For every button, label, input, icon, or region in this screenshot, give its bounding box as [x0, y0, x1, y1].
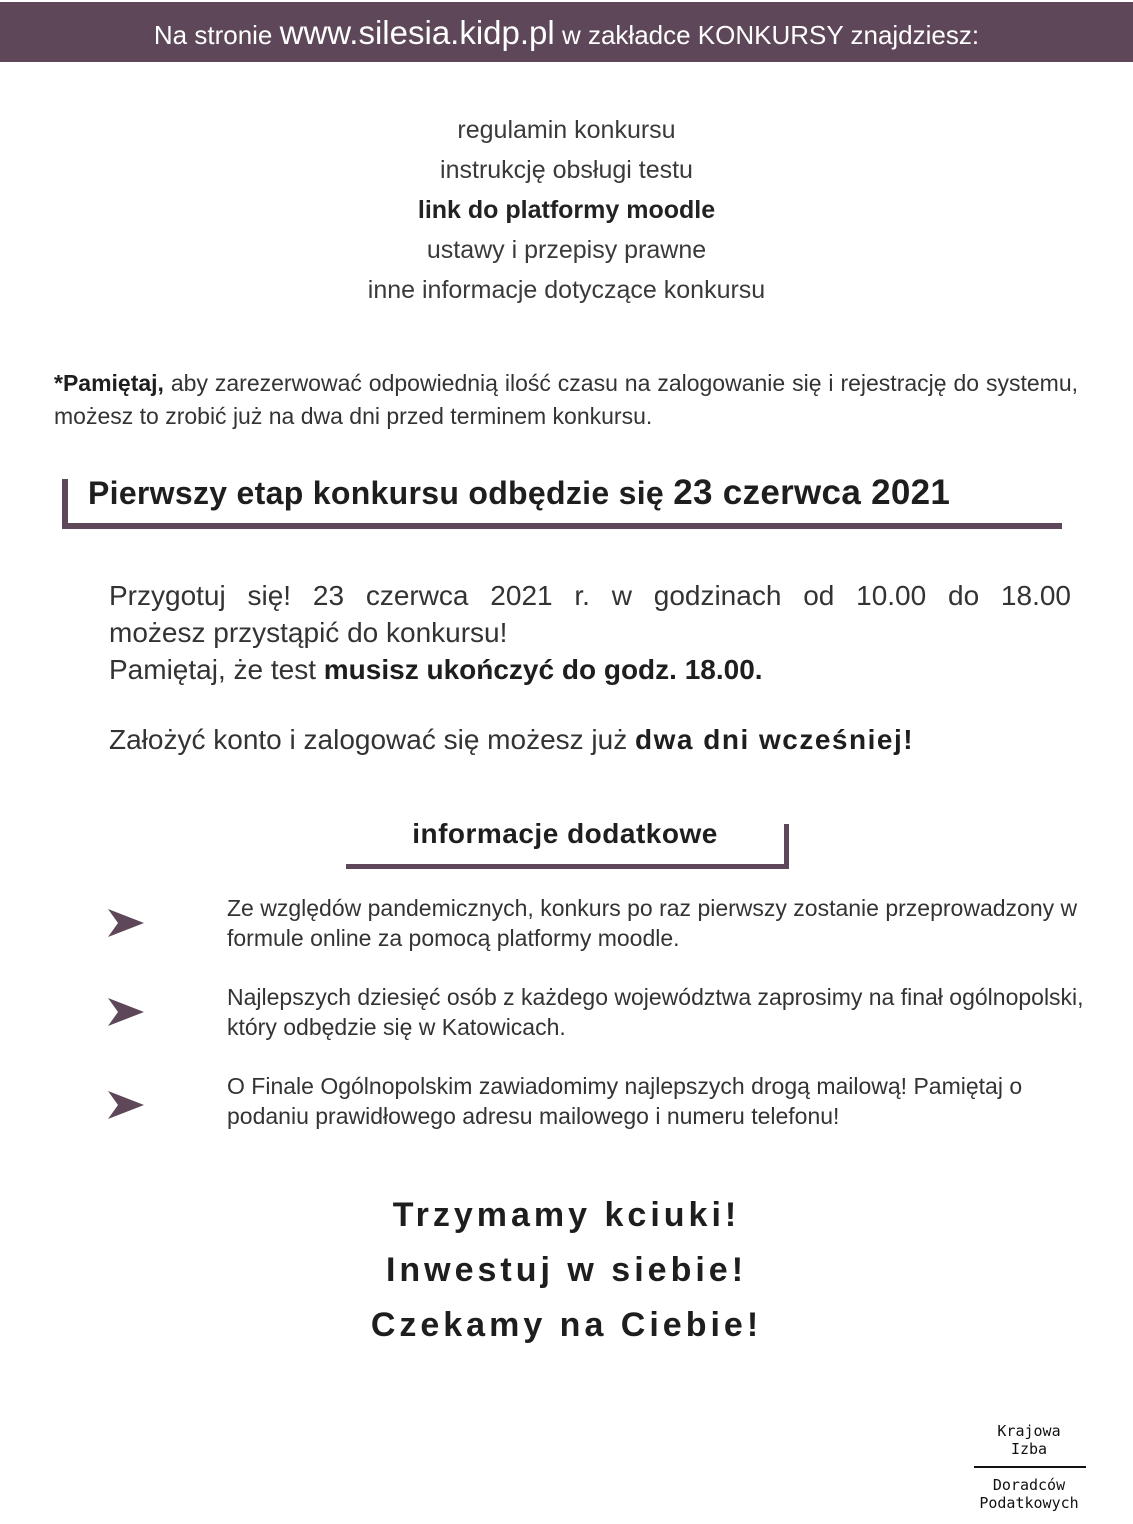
website-link[interactable]: www.silesia.kidp.pl [279, 14, 555, 51]
closing-line: Trzymamy kciuki! [392, 1196, 741, 1234]
logo-line: Izba [1010, 1440, 1048, 1458]
account-bold: dwa dni wcześniej! [635, 724, 915, 755]
logo-line: Doradców [992, 1476, 1066, 1494]
closing-line: Inwestuj w siebie! [385, 1251, 748, 1289]
account-note [109, 724, 914, 756]
banner-prefix: Na stronie [153, 20, 273, 50]
logo-line: Podatkowych [979, 1494, 1079, 1512]
reminder-lead: *Pamiętaj, [54, 370, 164, 396]
stage-heading [88, 473, 950, 513]
resource-item: regulamin konkursu [457, 116, 676, 144]
arrowhead-icon [106, 994, 146, 1030]
arrowhead-icon [106, 1087, 146, 1123]
account-plain: Założyć konto i zalogować się możesz już [109, 724, 628, 755]
logo-line: Krajowa [997, 1422, 1061, 1440]
prepare-section [109, 577, 1071, 688]
additional-heading-box [346, 818, 789, 869]
logo-divider [974, 1466, 1086, 1468]
prepare-line: Przygotuj się! 23 czerwca 2021 r. w godzinach od 10.00 do 18.00 [109, 580, 1071, 611]
resource-item: inne informacje dotyczące konkursu [367, 276, 766, 304]
kidp-logo [966, 1422, 1092, 1512]
resource-item: instrukcję obsługi testu [440, 156, 693, 184]
info-text: Najlepszych dziesięć osób z każdego województwa zaprosimy na finał ogólnopolski, który odbędzie się w Katowicach. [227, 984, 1084, 1040]
deadline-plain: Pamiętaj, że test [109, 654, 316, 685]
prepare-deadline [109, 651, 1071, 688]
info-item [106, 893, 1106, 963]
info-text: O Finale Ogólnopolskim zawiadomimy najlepszych drogą mailową! Pamiętaj o podaniu prawidłowego adresu mailowego i numeru telefonu! [227, 1073, 1023, 1129]
stage-heading-date: 23 czerwca 2021 [673, 473, 951, 512]
reminder-paragraph [54, 367, 1078, 433]
prepare-line: możesz przystąpić do konkursu! [109, 617, 508, 648]
stage-heading-box [62, 473, 1062, 529]
closing-line: Czekamy na Ciebie! [370, 1306, 763, 1344]
info-item [106, 982, 1106, 1052]
info-item [106, 1071, 1106, 1141]
moodle-link-item: link do platformy moodle [417, 196, 716, 224]
additional-heading: informacje dodatkowe [412, 818, 718, 849]
arrowhead-icon [106, 905, 146, 941]
info-text: Ze względów pandemicznych, konkurs po raz pierwszy zostanie przeprowadzony w formule online za pomocą platformy moodle. [227, 895, 1078, 951]
resource-item: ustawy i przepisy prawne [426, 236, 707, 264]
banner-suffix: w zakładce KONKURSY znajdziesz: [561, 20, 980, 50]
reminder-text: aby zarezerwować odpowiednią ilość czasu na zalogowanie się i rejestrację do systemu, możesz to zrobić już na dwa dni przed terminem konkursu. [54, 370, 1078, 429]
stage-heading-text: Pierwszy etap konkursu odbędzie się [88, 475, 665, 511]
top-banner [0, 2, 1133, 62]
deadline-bold: musisz ukończyć do godz. 18.00. [323, 654, 763, 685]
resources-list [0, 110, 1133, 310]
